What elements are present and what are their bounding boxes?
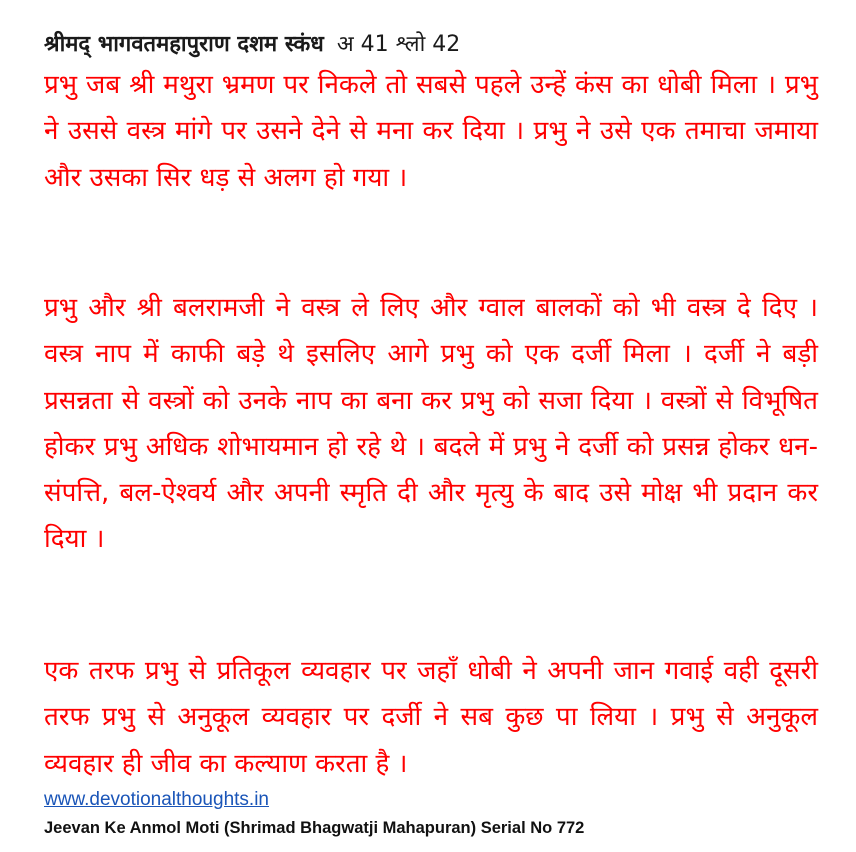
paragraph-darzi: प्रभु और श्री बलरामजी ने वस्त्र ले लिए और ग्वाल बालकों को भी वस्त्र दे दिए । वस्त्र नाप में काफी बड़े थे इसलिए आगे प्रभु को एक दर्जी मिला । दर्जी ने बड़ी प्रसन्नता से वस्त्रों को उनके नाप का बना कर प्रभु को सजा दिया । वस्त्रों से विभूषित होकर प्रभु अधिक शोभायमान हो रहे थे । बदले में प्रभु ने दर्जी को प्रसन्न होकर धन-संपत्ति, बल-ऐश्वर्य और अपनी स्मृति दी और मृत्यु के बाद उसे मोक्ष भी प्रदान कर दिया । bbox=[44, 293, 818, 555]
verse-reference: अ 41 श्लो 42 bbox=[336, 32, 461, 57]
series-caption: Jeevan Ke Anmol Moti (Shrimad Bhagwatji Mahapuran) Serial No 772 bbox=[44, 819, 585, 837]
scripture-title: श्रीमद् भागवतमहापुराण दशम स्कंध bbox=[44, 32, 324, 57]
page-heading bbox=[44, 28, 460, 58]
website-link[interactable]: www.devotionalthoughts.in bbox=[44, 789, 269, 810]
paragraph-conclusion: एक तरफ प्रभु से प्रतिकूल व्यवहार पर जहाँ धोबी ने अपनी जान गवाई वही दूसरी तरफ प्रभु से अनुकूल व्यवहार पर दर्जी ने सब कुछ पा लिया । प्रभु से अनुकूल व्यवहार ही जीव का कल्याण करता है । bbox=[44, 656, 818, 779]
paragraph-dhobi: प्रभु जब श्री मथुरा भ्रमण पर निकले तो सबसे पहले उन्हें कंस का धोबी मिला । प्रभु ने उससे वस्त्र मांगे पर उसने देने से मना कर दिया । प्रभु ने उसे एक तमाचा जमाया और उसका सिर धड़ से अलग हो गया । bbox=[44, 70, 818, 193]
